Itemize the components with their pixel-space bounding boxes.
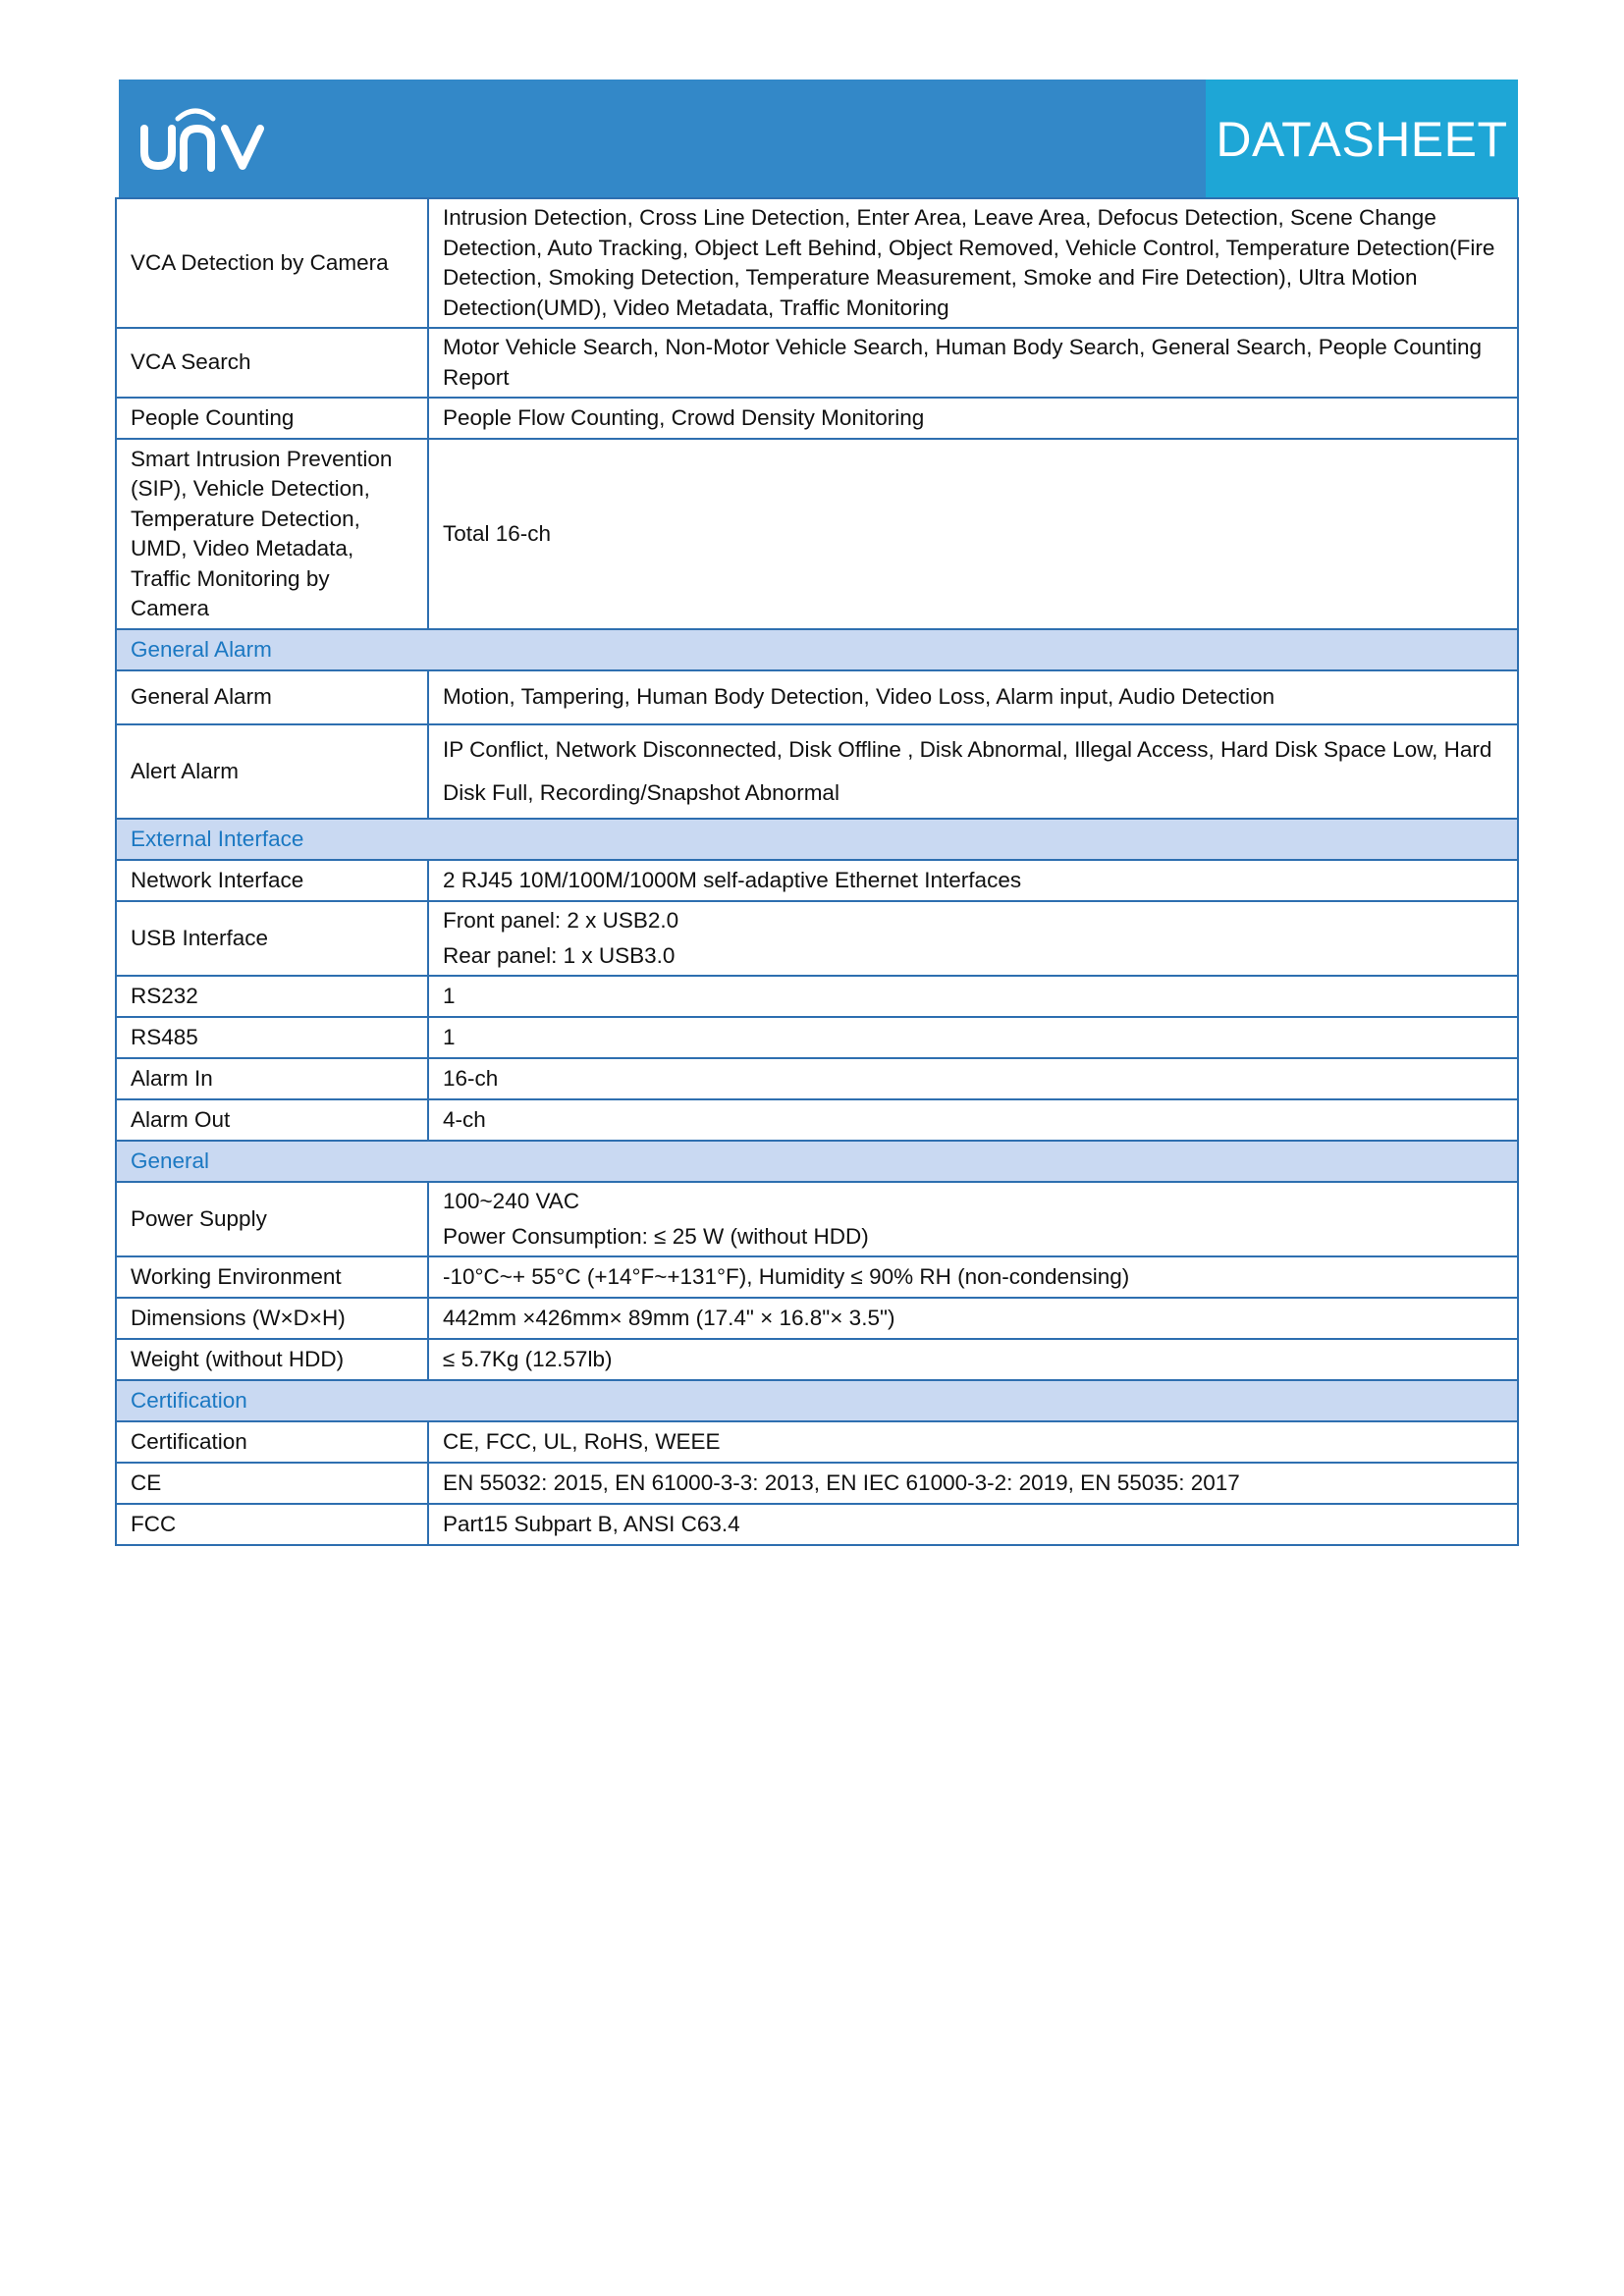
spec-label: People Counting (116, 398, 428, 439)
section-title: General (116, 1141, 1518, 1182)
table-row (116, 1058, 1518, 1099)
spec-label: VCA Detection by Camera (116, 198, 428, 328)
table-row (116, 1339, 1518, 1380)
document-type-label: DATASHEET (1206, 80, 1518, 198)
datasheet-header (119, 80, 1518, 198)
table-row (116, 198, 1518, 328)
table-row (116, 439, 1518, 629)
spec-label: FCC (116, 1504, 428, 1545)
spec-value: CE, FCC, UL, RoHS, WEEE (428, 1421, 1518, 1463)
table-row (116, 976, 1518, 1017)
spec-value: 1 (428, 1017, 1518, 1058)
spec-value (428, 1182, 1518, 1256)
table-row (116, 1182, 1518, 1256)
section-header-external-interface (116, 819, 1518, 860)
spec-label: VCA Search (116, 328, 428, 398)
spec-value: 2 RJ45 10M/100M/1000M self-adaptive Ethernet Interfaces (428, 860, 1518, 901)
table-row (116, 1099, 1518, 1141)
table-row (116, 1256, 1518, 1298)
spec-value: Total 16-ch (428, 439, 1518, 629)
spec-value: 16-ch (428, 1058, 1518, 1099)
spec-value: Motor Vehicle Search, Non-Motor Vehicle Search, Human Body Search, General Search, People Counting Report (428, 328, 1518, 398)
section-title: General Alarm (116, 629, 1518, 670)
table-row (116, 398, 1518, 439)
spec-label: Certification (116, 1421, 428, 1463)
spec-label: General Alarm (116, 670, 428, 724)
unv-logo-icon (138, 105, 286, 174)
spec-label: Dimensions (W×D×H) (116, 1298, 428, 1339)
spec-value: -10°C~+ 55°C (+14°F~+131°F), Humidity ≤ 90% RH (non-condensing) (428, 1256, 1518, 1298)
table-row (116, 328, 1518, 398)
spec-value-line: Front panel: 2 x USB2.0 (443, 908, 679, 933)
spec-value: ≤ 5.7Kg (12.57lb) (428, 1339, 1518, 1380)
spec-label: Smart Intrusion Prevention (SIP), Vehicle Detection, Temperature Detection, UMD, Video Metadata, Traffic Monitoring by Camera (116, 439, 428, 629)
spec-label: Weight (without HDD) (116, 1339, 428, 1380)
spec-value: Intrusion Detection, Cross Line Detection, Enter Area, Leave Area, Defocus Detection, Scene Change Detection, Auto Tracking, Object Left Behind, Object Removed, Vehicle Control, Temperature Detection(Fire Detection, Smoking Detection, Temperature Measurement, Smoke and Fire Detection), Ultra Motion Detection(UMD), Video Metadata, Traffic Monitoring (428, 198, 1518, 328)
spec-value (428, 901, 1518, 976)
spec-label: RS485 (116, 1017, 428, 1058)
spec-value-line: 100~240 VAC (443, 1189, 580, 1213)
spec-label: Network Interface (116, 860, 428, 901)
section-header-general (116, 1141, 1518, 1182)
spec-value: 442mm ×426mm× 89mm (17.4" × 16.8"× 3.5") (428, 1298, 1518, 1339)
spec-value: IP Conflict, Network Disconnected, Disk Offline , Disk Abnormal, Illegal Access, Hard Disk Space Low, Hard Disk Full, Recording/Snapshot Abnormal (428, 724, 1518, 819)
spec-label: Alarm In (116, 1058, 428, 1099)
spec-value: Part15 Subpart B, ANSI C63.4 (428, 1504, 1518, 1545)
table-row (116, 1421, 1518, 1463)
spec-label: Alert Alarm (116, 724, 428, 819)
spec-label: Alarm Out (116, 1099, 428, 1141)
table-row (116, 1298, 1518, 1339)
table-row (116, 670, 1518, 724)
spec-label: CE (116, 1463, 428, 1504)
section-header-general-alarm (116, 629, 1518, 670)
spec-label: Power Supply (116, 1182, 428, 1256)
section-title: Certification (116, 1380, 1518, 1421)
table-row (116, 1463, 1518, 1504)
spec-value: EN 55032: 2015, EN 61000-3-3: 2013, EN IEC 61000-3-2: 2019, EN 55035: 2017 (428, 1463, 1518, 1504)
table-row (116, 724, 1518, 819)
unv-logo (119, 80, 1206, 198)
spec-value: 4-ch (428, 1099, 1518, 1141)
spec-label: RS232 (116, 976, 428, 1017)
table-row (116, 860, 1518, 901)
spec-label: Working Environment (116, 1256, 428, 1298)
spec-label: USB Interface (116, 901, 428, 976)
spec-value: People Flow Counting, Crowd Density Monitoring (428, 398, 1518, 439)
section-header-certification (116, 1380, 1518, 1421)
table-row (116, 901, 1518, 976)
section-title: External Interface (116, 819, 1518, 860)
spec-value-line: Rear panel: 1 x USB3.0 (443, 943, 676, 968)
table-row (116, 1017, 1518, 1058)
spec-value: Motion, Tampering, Human Body Detection, Video Loss, Alarm input, Audio Detection (428, 670, 1518, 724)
spec-table (115, 197, 1519, 1546)
spec-value: 1 (428, 976, 1518, 1017)
spec-value-line: Power Consumption: ≤ 25 W (without HDD) (443, 1224, 869, 1249)
table-row (116, 1504, 1518, 1545)
